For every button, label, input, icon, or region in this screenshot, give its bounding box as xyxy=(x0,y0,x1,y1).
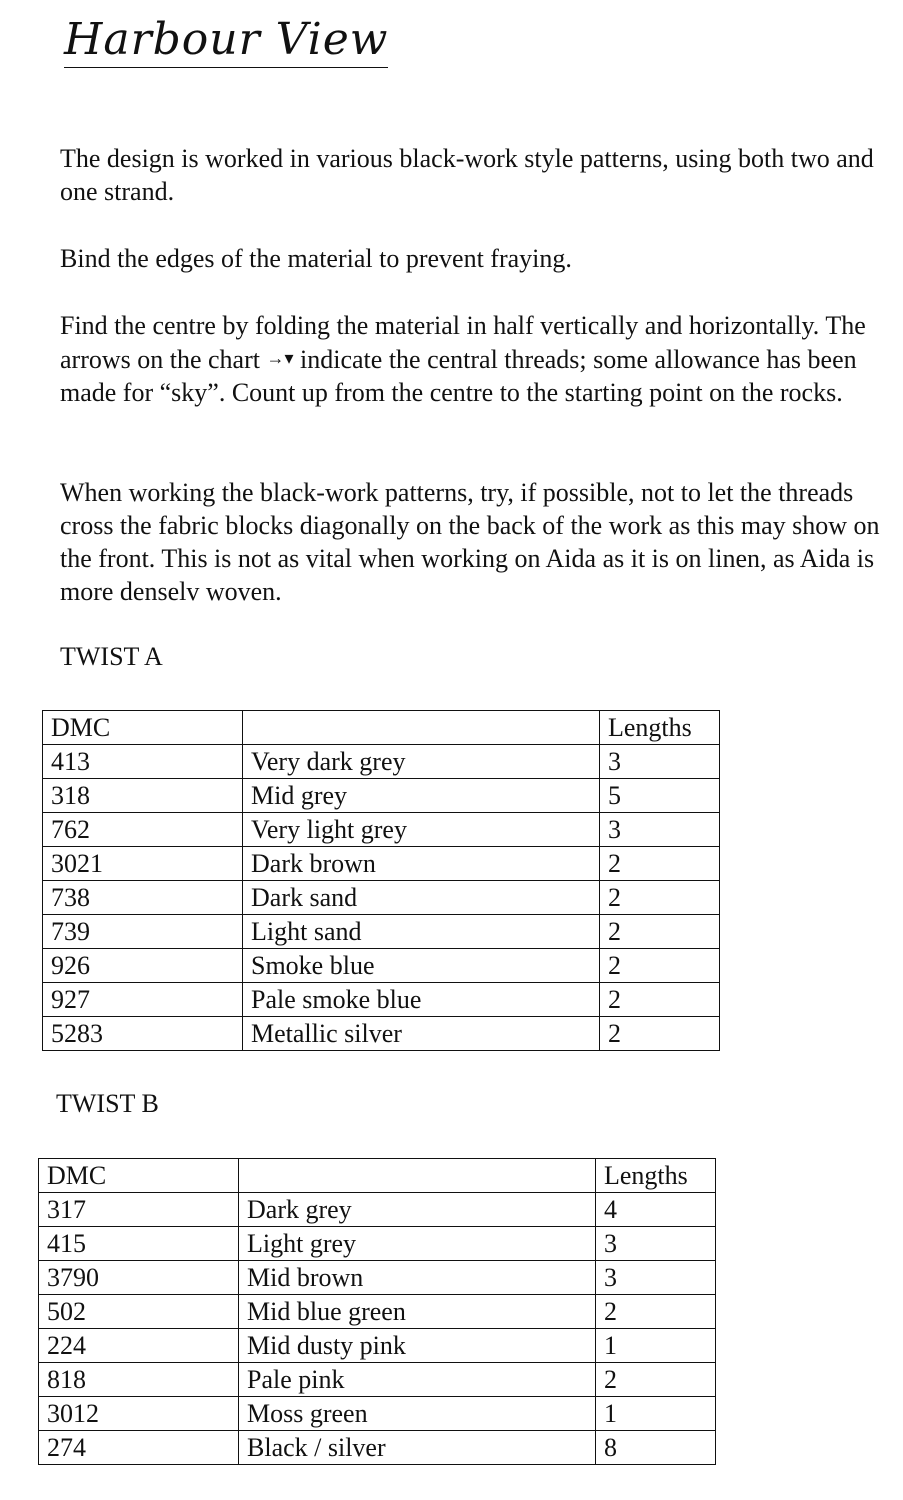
lengths-cell: 1 xyxy=(596,1397,716,1431)
thread-name-cell: Black / silver xyxy=(239,1431,596,1465)
table-row xyxy=(43,847,720,881)
dmc-header: DMC xyxy=(39,1159,239,1193)
thread-name-cell: Pale pink xyxy=(239,1363,596,1397)
table-row xyxy=(39,1329,716,1363)
name-header xyxy=(239,1159,596,1193)
lengths-cell: 2 xyxy=(600,983,720,1017)
lengths-cell: 8 xyxy=(596,1431,716,1465)
dmc-code-cell: 224 xyxy=(39,1329,239,1363)
dmc-code-cell: 318 xyxy=(43,779,243,813)
lengths-cell: 2 xyxy=(600,949,720,983)
lengths-cell: 4 xyxy=(596,1193,716,1227)
name-header xyxy=(243,711,600,745)
table-row xyxy=(43,813,720,847)
thread-name-cell: Smoke blue xyxy=(243,949,600,983)
table-row xyxy=(43,779,720,813)
dmc-code-cell: 3790 xyxy=(39,1261,239,1295)
twist-a-label: TWIST A xyxy=(60,642,163,671)
dmc-code-cell: 3012 xyxy=(39,1397,239,1431)
lengths-cell: 3 xyxy=(600,813,720,847)
dmc-code-cell: 739 xyxy=(43,915,243,949)
lengths-header: Lengths xyxy=(596,1159,716,1193)
lengths-cell: 3 xyxy=(596,1227,716,1261)
table-row xyxy=(39,1295,716,1329)
thread-name-cell: Moss green xyxy=(239,1397,596,1431)
dmc-code-cell: 5283 xyxy=(43,1017,243,1051)
centre-text-start: Find the centre by folding the material in half vertically and horizontally. The arrows on the chart xyxy=(60,311,866,374)
dmc-code-cell: 738 xyxy=(43,881,243,915)
thread-name-cell: Mid dusty pink xyxy=(239,1329,596,1363)
lengths-cell: 5 xyxy=(600,779,720,813)
binding-paragraph: Bind the edges of the material to prevent fraying. xyxy=(60,244,572,273)
table-row xyxy=(39,1397,716,1431)
dmc-code-cell: 762 xyxy=(43,813,243,847)
page-title: Harbour View xyxy=(64,14,388,68)
thread-name-cell: Mid grey xyxy=(243,779,600,813)
dmc-header: DMC xyxy=(43,711,243,745)
table-row xyxy=(39,1227,716,1261)
lengths-header: Lengths xyxy=(600,711,720,745)
table-row xyxy=(43,881,720,915)
twist-a-table xyxy=(42,710,720,1051)
dmc-code-cell: 415 xyxy=(39,1227,239,1261)
lengths-cell: 2 xyxy=(596,1363,716,1397)
lengths-cell: 2 xyxy=(600,915,720,949)
lengths-cell: 3 xyxy=(600,745,720,779)
thread-name-cell: Very light grey xyxy=(243,813,600,847)
dmc-code-cell: 926 xyxy=(43,949,243,983)
thread-name-cell: Metallic silver xyxy=(243,1017,600,1051)
lengths-cell: 3 xyxy=(596,1261,716,1295)
blackwork-paragraph: When working the black-work patterns, try, if possible, not to let the threads cross the fabric blocks diagonally on the back of the work as this may show on the front. This is not as vital when working on Aida as it is on linen, as Aida is more denselv woven. xyxy=(60,478,880,606)
thread-name-cell: Pale smoke blue xyxy=(243,983,600,1017)
table-row xyxy=(43,1017,720,1051)
centre-arrows-icon: →▾ xyxy=(266,348,294,368)
thread-name-cell: Light sand xyxy=(243,915,600,949)
dmc-code-cell: 274 xyxy=(39,1431,239,1465)
intro-paragraph: The design is worked in various black-work style patterns, using both two and one strand. xyxy=(60,144,874,206)
twist-b-table xyxy=(38,1158,716,1465)
table-row xyxy=(39,1261,716,1295)
table-row xyxy=(39,1363,716,1397)
table-row xyxy=(43,745,720,779)
thread-name-cell: Very dark grey xyxy=(243,745,600,779)
centre-paragraph xyxy=(60,309,880,409)
twist-b-label: TWIST B xyxy=(56,1089,159,1118)
dmc-code-cell: 3021 xyxy=(43,847,243,881)
dmc-code-cell: 317 xyxy=(39,1193,239,1227)
thread-name-cell: Mid brown xyxy=(239,1261,596,1295)
thread-name-cell: Mid blue green xyxy=(239,1295,596,1329)
centre-text-end: indicate the central threads; some allowance has been made for “sky”. Count up from the centre to the starting point on the rocks. xyxy=(60,345,857,407)
thread-name-cell: Dark brown xyxy=(243,847,600,881)
lengths-cell: 2 xyxy=(600,1017,720,1051)
table-row xyxy=(39,1193,716,1227)
table-row xyxy=(43,949,720,983)
table-header-row xyxy=(39,1159,716,1193)
thread-name-cell: Light grey xyxy=(239,1227,596,1261)
dmc-code-cell: 502 xyxy=(39,1295,239,1329)
thread-name-cell: Dark sand xyxy=(243,881,600,915)
lengths-cell: 2 xyxy=(600,847,720,881)
lengths-cell: 2 xyxy=(596,1295,716,1329)
thread-name-cell: Dark grey xyxy=(239,1193,596,1227)
table-header-row xyxy=(43,711,720,745)
dmc-code-cell: 818 xyxy=(39,1363,239,1397)
table-row xyxy=(39,1431,716,1465)
table-row xyxy=(43,915,720,949)
lengths-cell: 1 xyxy=(596,1329,716,1363)
dmc-code-cell: 413 xyxy=(43,745,243,779)
lengths-cell: 2 xyxy=(600,881,720,915)
table-row xyxy=(43,983,720,1017)
dmc-code-cell: 927 xyxy=(43,983,243,1017)
